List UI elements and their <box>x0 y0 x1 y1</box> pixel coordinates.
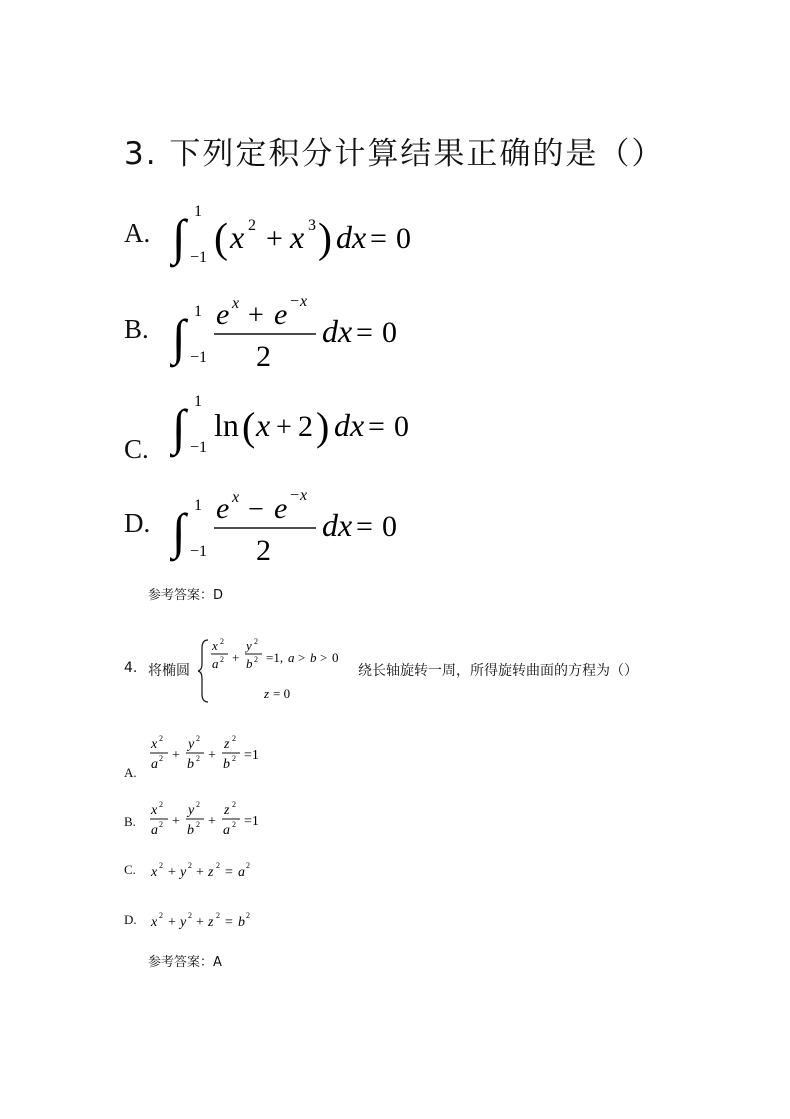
svg-text:x: x <box>151 865 158 880</box>
svg-text:2: 2 <box>298 410 313 443</box>
q4-answer: 参考答案：A <box>148 955 222 970</box>
svg-text:z: z <box>264 686 270 701</box>
q4-option-a-formula <box>148 732 288 776</box>
svg-text:+: + <box>172 814 180 829</box>
svg-text:2: 2 <box>159 861 163 870</box>
svg-text:=: = <box>225 915 233 930</box>
q3-option-d-formula <box>170 480 430 568</box>
svg-text:a: a <box>212 656 219 671</box>
q3-option-d-label: D. <box>124 508 151 538</box>
svg-text:2: 2 <box>254 637 258 646</box>
svg-text:+: + <box>196 915 204 930</box>
svg-text:0: 0 <box>396 222 411 255</box>
svg-text:y: y <box>188 737 195 752</box>
svg-text:+: + <box>266 222 283 255</box>
svg-text:>: > <box>320 650 328 665</box>
svg-text:2: 2 <box>220 655 224 664</box>
svg-text:e: e <box>274 492 288 525</box>
svg-text:1: 1 <box>194 497 202 514</box>
svg-text:2: 2 <box>216 861 220 870</box>
svg-text:2: 2 <box>159 734 163 743</box>
svg-text:+: + <box>208 748 216 763</box>
svg-text:2: 2 <box>196 800 200 809</box>
question-3-title: 3. 下列定积分计算结果正确的是（） <box>124 136 665 172</box>
svg-text:∫: ∫ <box>172 503 186 559</box>
svg-text:+: + <box>208 814 216 829</box>
svg-text:b: b <box>246 656 253 671</box>
svg-text:0: 0 <box>382 510 397 543</box>
svg-text:=: = <box>370 222 387 255</box>
svg-text:x: x <box>232 295 240 312</box>
svg-text:x: x <box>290 219 305 255</box>
svg-text:ln: ln <box>214 407 239 443</box>
svg-text:−: − <box>290 487 300 504</box>
svg-text:∫: ∫ <box>172 399 186 455</box>
svg-text:= 0: = 0 <box>273 686 291 701</box>
q3-answer: 参考答案：D <box>148 588 224 603</box>
svg-text:+: + <box>168 865 176 880</box>
svg-text:2: 2 <box>159 754 163 763</box>
svg-text:): ) <box>318 216 332 262</box>
q3-option-c-formula <box>170 392 430 462</box>
svg-text:y: y <box>188 803 195 818</box>
q3-option-b-label: B. <box>124 314 149 344</box>
svg-text:x: x <box>151 803 158 818</box>
svg-text:−1: −1 <box>190 543 208 560</box>
svg-text:x: x <box>230 219 245 255</box>
svg-text:+: + <box>168 915 176 930</box>
svg-text:+: + <box>276 412 292 443</box>
svg-text:a: a <box>238 865 245 880</box>
svg-text:z: z <box>208 865 214 880</box>
svg-text:b: b <box>238 915 245 930</box>
svg-text:2: 2 <box>232 754 236 763</box>
svg-text:1: 1 <box>194 393 202 410</box>
svg-text:a: a <box>151 757 158 772</box>
svg-text:2: 2 <box>232 800 236 809</box>
svg-text:2: 2 <box>220 637 224 646</box>
svg-text:∫: ∫ <box>172 209 186 265</box>
svg-text:+: + <box>248 300 264 331</box>
svg-text:2: 2 <box>246 861 250 870</box>
svg-text:e: e <box>274 298 288 331</box>
svg-text:2: 2 <box>248 217 256 234</box>
svg-text:>: > <box>298 650 306 665</box>
svg-text:2: 2 <box>159 800 163 809</box>
svg-text:x: x <box>151 915 158 930</box>
svg-text:2: 2 <box>254 655 258 664</box>
svg-text:3: 3 <box>308 217 316 234</box>
svg-text:2: 2 <box>196 754 200 763</box>
svg-text:dx: dx <box>336 219 367 255</box>
svg-text:z: z <box>224 737 230 752</box>
q4-option-d-label: D. <box>124 912 137 927</box>
svg-text:1: 1 <box>194 303 202 320</box>
svg-text:=: = <box>368 410 385 443</box>
svg-text:b: b <box>187 823 194 838</box>
svg-text:2: 2 <box>196 820 200 829</box>
question-4-number: 4. <box>124 660 138 676</box>
svg-text:b: b <box>310 650 317 665</box>
svg-text:x: x <box>300 293 308 310</box>
svg-text:+: + <box>196 865 204 880</box>
question-4-prefix: 将椭圆 <box>148 663 190 679</box>
svg-text:2: 2 <box>216 911 220 920</box>
svg-text:−1: −1 <box>190 349 208 366</box>
svg-text:x: x <box>212 638 218 653</box>
svg-text:e: e <box>216 298 230 331</box>
svg-text:=: = <box>225 865 233 880</box>
svg-text:−: − <box>248 494 264 525</box>
svg-text:a: a <box>223 823 230 838</box>
svg-text:=1: =1 <box>244 814 259 829</box>
q3-option-b-formula <box>170 286 430 374</box>
q3-option-a-label: A. <box>124 218 151 248</box>
svg-text:=: = <box>356 316 373 349</box>
svg-text:x: x <box>256 407 271 443</box>
svg-text:(: ( <box>242 404 256 449</box>
svg-text:y: y <box>180 865 187 880</box>
q4-option-d-formula <box>148 906 288 932</box>
svg-text:0: 0 <box>332 650 339 665</box>
q4-option-b-formula <box>148 798 288 842</box>
svg-text:dx: dx <box>322 507 353 543</box>
svg-text:x: x <box>300 487 308 504</box>
svg-text:−1: −1 <box>190 439 208 456</box>
svg-text:2: 2 <box>246 911 250 920</box>
svg-text:dx: dx <box>322 313 353 349</box>
svg-text:x: x <box>232 489 240 506</box>
svg-text:2: 2 <box>196 734 200 743</box>
svg-text:b: b <box>187 757 194 772</box>
svg-text:2: 2 <box>159 911 163 920</box>
svg-text:2: 2 <box>188 911 192 920</box>
question-4-suffix: 绕长轴旋转一周，所得旋转曲面的方程为（） <box>358 663 638 679</box>
svg-text:z: z <box>208 915 214 930</box>
svg-text:+: + <box>172 748 180 763</box>
q4-option-a-label: A. <box>124 765 137 780</box>
q4-ellipse-system <box>198 636 358 706</box>
svg-text:a: a <box>288 650 295 665</box>
svg-text:=: = <box>356 510 373 543</box>
q4-option-c-formula <box>148 856 288 882</box>
svg-text:=1,: =1, <box>266 650 284 665</box>
svg-text:−1: −1 <box>190 249 208 266</box>
svg-text:2: 2 <box>232 820 236 829</box>
svg-text:(: ( <box>214 216 228 262</box>
svg-text:a: a <box>151 823 158 838</box>
svg-text:x: x <box>151 737 158 752</box>
svg-text:+: + <box>232 650 240 665</box>
svg-text:2: 2 <box>188 861 192 870</box>
q4-option-c-label: C. <box>124 862 136 877</box>
svg-text:y: y <box>246 638 252 653</box>
q3-option-a-formula <box>170 196 430 268</box>
svg-text:=1: =1 <box>244 748 259 763</box>
svg-text:2: 2 <box>256 340 271 373</box>
svg-text:1: 1 <box>194 203 202 220</box>
svg-text:2: 2 <box>256 534 271 567</box>
q4-option-b-label: B. <box>124 814 136 829</box>
svg-text:dx: dx <box>334 407 365 443</box>
svg-text:∫: ∫ <box>172 309 186 365</box>
svg-text:e: e <box>216 492 230 525</box>
svg-text:y: y <box>180 915 187 930</box>
svg-text:−: − <box>290 293 300 310</box>
svg-text:0: 0 <box>394 410 409 443</box>
svg-text:b: b <box>223 757 230 772</box>
svg-text:z: z <box>224 803 230 818</box>
svg-text:0: 0 <box>382 316 397 349</box>
q3-option-c-label: C. <box>124 434 149 464</box>
svg-text:2: 2 <box>232 734 236 743</box>
svg-text:2: 2 <box>159 820 163 829</box>
svg-text:): ) <box>316 404 330 449</box>
